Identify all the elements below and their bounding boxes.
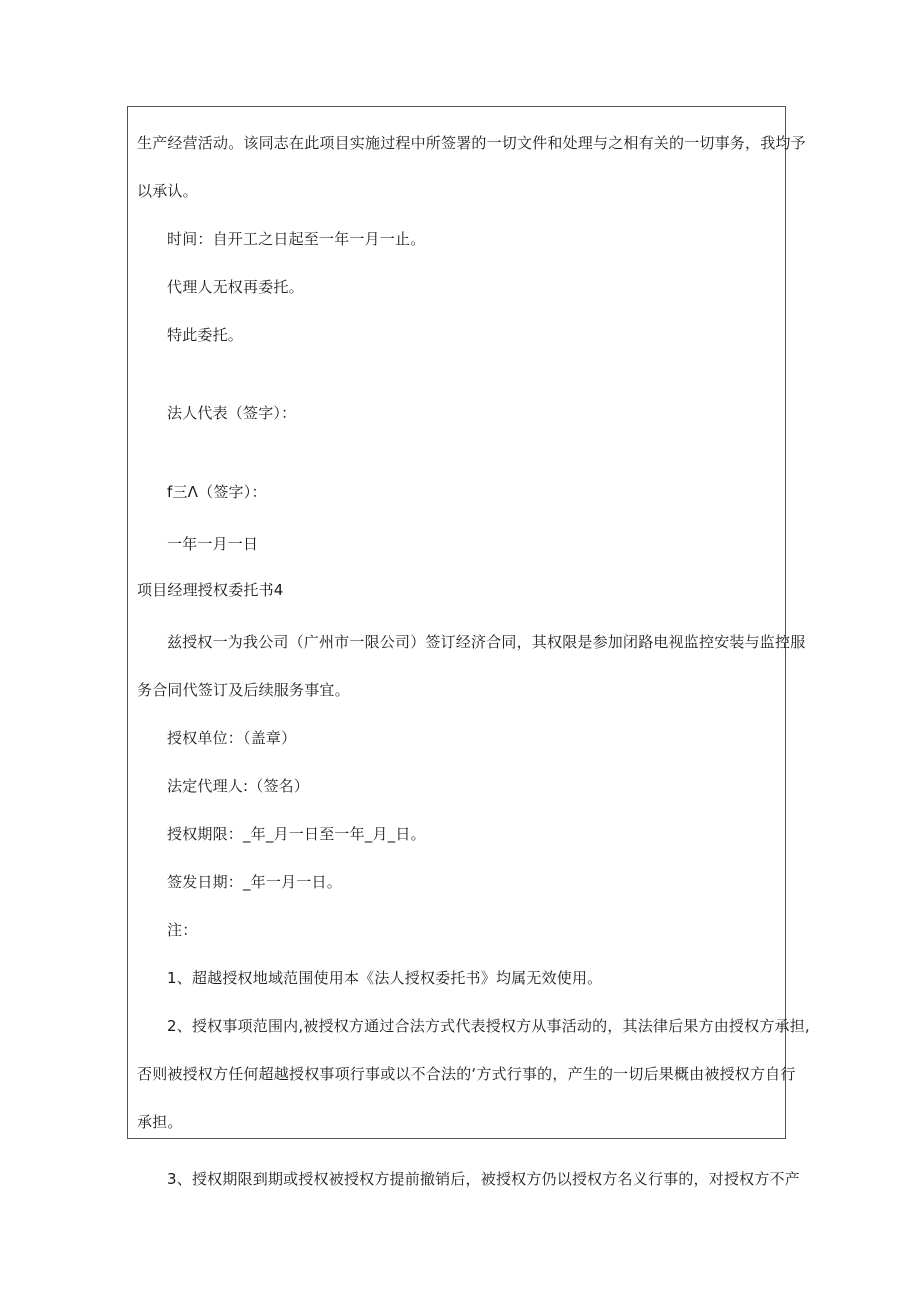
text-line: 时间：自开工之日起至一年一月一止。 — [167, 230, 426, 248]
note-item: 3、授权期限到期或授权被授权方提前撤销后，被授权方仍以授权方名义行事的，对授权方不产 — [167, 1170, 800, 1188]
text-line: 签发日期：_年一月一日。 — [167, 873, 342, 891]
text-line: 以承认。 — [137, 182, 198, 200]
note-item: 2、授权事项范围内,被授权方通过合法方式代表授权方从事活动的，其法律后果方由授权方承担, — [167, 1017, 810, 1035]
note-heading: 注： — [167, 921, 198, 939]
note-item: 承担。 — [137, 1113, 183, 1131]
note-item: 1、超越授权地域范围使用本《法人授权委托书》均属无效使用。 — [167, 969, 603, 987]
text-line: 兹授权一为我公司（广州市一限公司）签订经济合同，其权限是参加闭路电视监控安装与监控服 — [167, 633, 806, 651]
date-line: 一年一月一日 — [167, 535, 259, 553]
signature-line-agent: f三Λ（签字）： — [167, 483, 267, 501]
text-line: 授权期限：_年_月一日至一年_月_日。 — [167, 825, 426, 843]
text-line: 生产经营活动。该同志在此项目实施过程中所签署的一切文件和处理与之相有关的一切事务，我均予 — [137, 134, 806, 152]
text-line: 特此委托。 — [167, 326, 244, 344]
signature-line-legal-rep: 法人代表（签字）： — [167, 404, 297, 422]
note-item: 否则被授权方任何超越授权事项行事或以不合法的‘方式行事的，产生的一切后果概由被授权方自行 — [137, 1065, 796, 1083]
text-line: 代理人无权再委托。 — [167, 278, 304, 296]
text-line: 授权单位：（盖章） — [167, 729, 297, 747]
text-line: 法定代理人:（签名） — [167, 777, 310, 795]
section-title: 项目经理授权委托书4 — [137, 581, 284, 599]
text-line: 务合同代签订及后续服务事宜。 — [137, 681, 350, 699]
